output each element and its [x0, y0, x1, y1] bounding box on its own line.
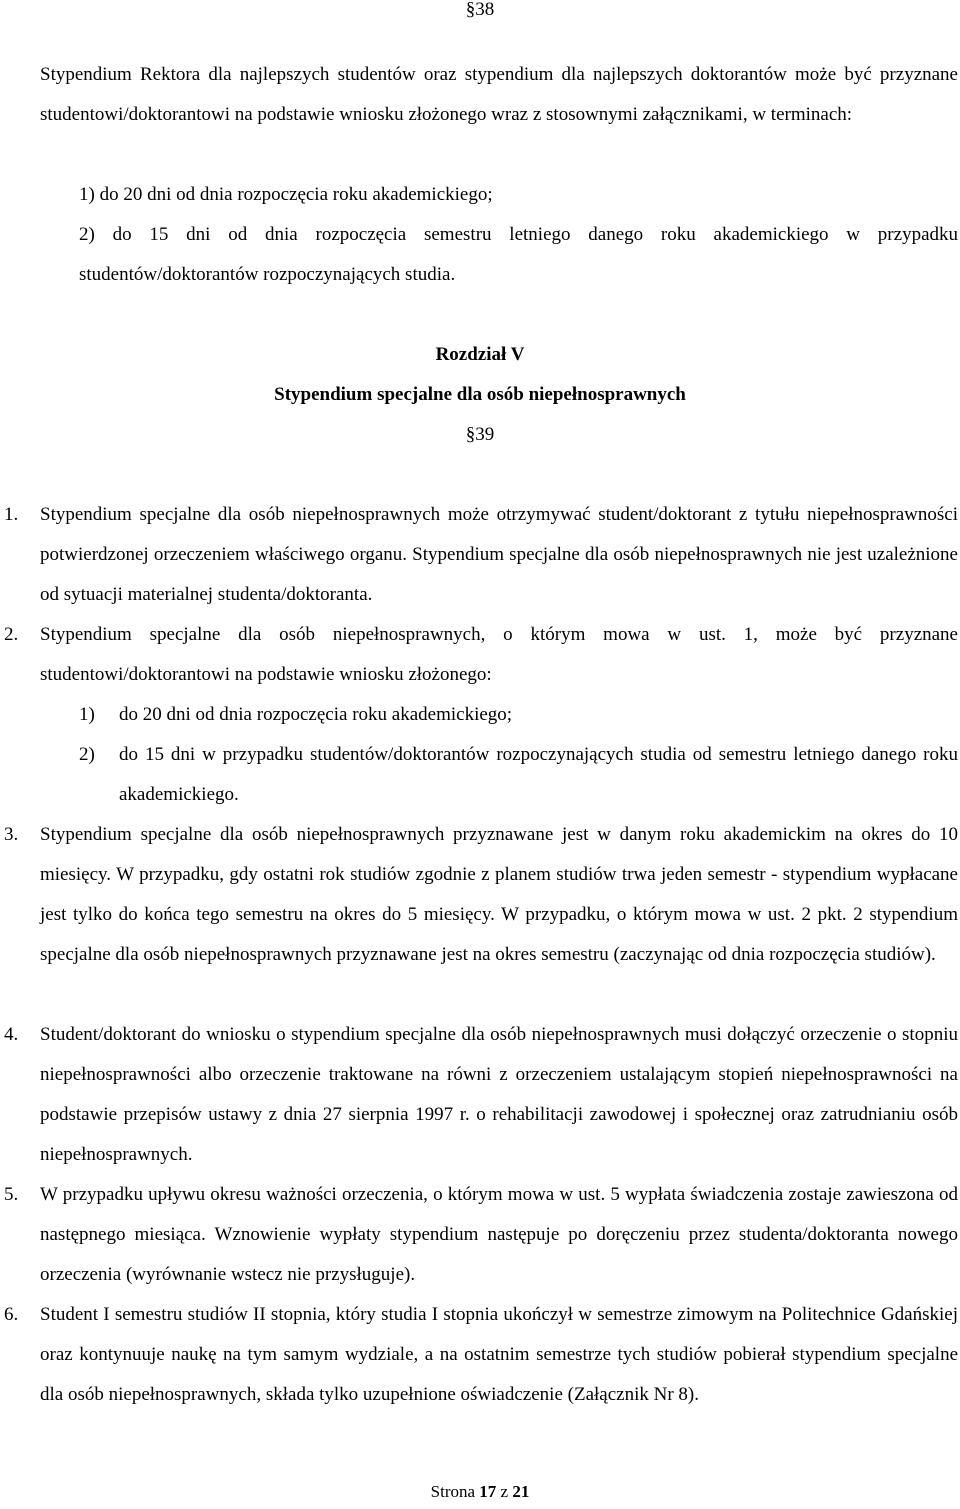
item-number: 2): [79, 744, 95, 765]
point-number: 5.: [4, 1184, 19, 1205]
point-text: Stypendium specjalne dla osób niepełnosprawnych, o którym mowa w ust. 1, może być przyznane studentowi/doktorantowi na podstawie wniosku złożonego:: [40, 624, 958, 685]
item-number: 1): [79, 184, 95, 205]
footer-prefix: Strona: [430, 1482, 476, 1501]
footer-page-number: 17: [479, 1482, 497, 1501]
section-38-paragraph: Stypendium Rektora dla najlepszych studentów oraz stypendium dla najlepszych doktorantów może być przyznane studentowi/doktorantowi na podstawie wniosku złożonego wraz z stosownymi załącznikami, w terminach:: [40, 64, 958, 125]
section-38-heading: §38: [465, 0, 495, 20]
point-number: 4.: [4, 1024, 19, 1045]
chapter-title: Stypendium specjalne dla osób niepełnosprawnych: [274, 384, 686, 405]
item-text: do 20 dni od dnia rozpoczęcia roku akademickiego;: [99, 184, 493, 205]
point-text: Stypendium specjalne dla osób niepełnosprawnych może otrzymywać student/doktorant z tytułu niepełnosprawności potwierdzonej orzeczeniem właściwego organu. Stypendium specjalne dla osób niepełnosprawnych nie jest uzależnione od sytuacji materialnej studenta/doktoranta.: [40, 504, 958, 605]
section-39-heading: §39: [465, 424, 495, 445]
point-text: Student I semestru studiów II stopnia, który studia I stopnia ukończył w semestrze zimowym na Politechnice Gdańskiej oraz kontynuuje naukę na tym samym wydziale, a na ostatnim semestrze tych studiów pobierał stypendium specjalne dla osób niepełnosprawnych, składa tylko uzupełnione oświadczenie (Załącznik Nr 8).: [40, 1304, 958, 1405]
point-number: 1.: [4, 504, 19, 525]
chapter-heading: Rozdział V: [435, 344, 525, 365]
section-38-item-1: [79, 175, 958, 215]
item-text: do 15 dni w przypadku studentów/doktorantów rozpoczynających studia od semestru letniego danego roku akademickiego.: [119, 744, 958, 805]
item-text: do 15 dni od dnia rozpoczęcia semestru letniego danego roku akademickiego w przypadku studentów/doktorantów rozpoczynających studia.: [79, 224, 959, 285]
section-38-item-2: [79, 215, 958, 295]
item-text: do 20 dni od dnia rozpoczęcia roku akademickiego;: [119, 704, 513, 725]
item-number: 2): [79, 224, 95, 245]
item-number: 1): [79, 704, 95, 725]
point-text: Stypendium specjalne dla osób niepełnosprawnych przyznawane jest w danym roku akademickim na okres do 10 miesięcy. W przypadku, gdy ostatni rok studiów zgodnie z planem studiów trwa jeden semestr - stypendium wypłacane jest tylko do końca tego semestru na okres do 5 miesięcy. W przypadku, o którym mowa w ust. 2 pkt. 2 stypendium specjalne dla osób niepełnosprawnych przyznawane jest na okres semestru (zaczynając od dnia rozpoczęcia studiów).: [40, 824, 958, 965]
page-footer: [0, 1480, 960, 1504]
point-number: 3.: [4, 824, 19, 845]
footer-total-pages: 21: [512, 1482, 530, 1501]
footer-separator: z: [500, 1482, 509, 1501]
point-number: 6.: [4, 1304, 19, 1325]
point-text: W przypadku upływu okresu ważności orzeczenia, o którym mowa w ust. 5 wypłata świadczenia zostaje zawieszona od następnego miesiąca. Wznowienie wypłaty stypendium następuje po doręczeniu przez studenta/doktoranta nowego orzeczenia (wyrównanie wstecz nie przysługuje).: [40, 1184, 958, 1285]
section-39-point-2-item-1: [79, 695, 958, 735]
point-number: 2.: [4, 624, 19, 645]
point-text: Student/doktorant do wniosku o stypendium specjalne dla osób niepełnosprawnych musi dołączyć orzeczenie o stopniu niepełnosprawności albo orzeczenie traktowane na równi z orzeczeniem ustalającym stopień niepełnosprawności na podstawie przepisów ustawy z dnia 27 sierpnia 1997 r. o rehabilitacji zawodowej i społecznej oraz zatrudnianiu osób niepełnosprawnych.: [40, 1024, 958, 1165]
